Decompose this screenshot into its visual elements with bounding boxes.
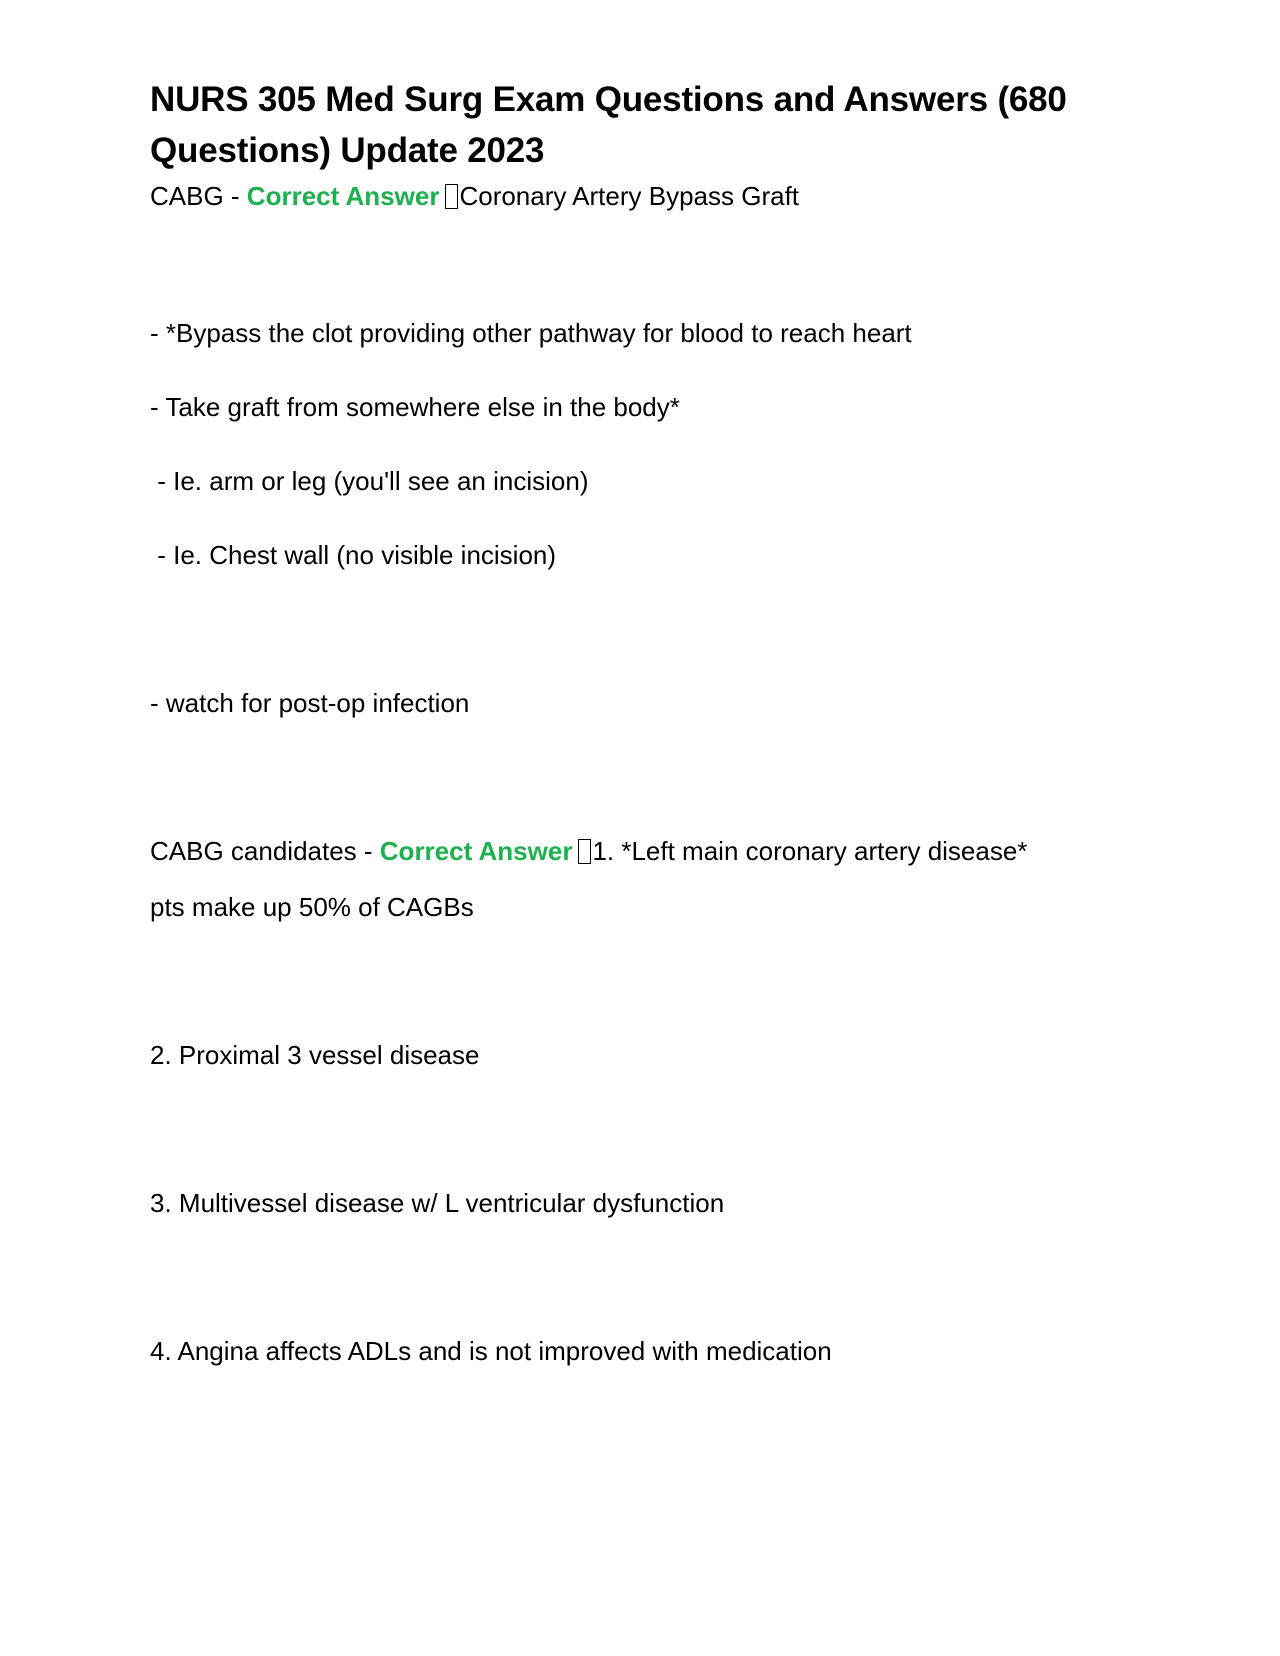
answer-text: Coronary Artery Bypass Graft (459, 181, 800, 211)
question-prompt: CABG candidates - (150, 836, 380, 866)
answer-bullet: - *Bypass the clot providing other pathway for blood to reach heart (150, 318, 912, 348)
question-cabg (150, 176, 1140, 216)
missing-glyph-icon (445, 184, 458, 209)
numbered-item: 4. Angina affects ADLs and is not improved with medication (150, 1336, 832, 1366)
answer-bullet: - Take graft from somewhere else in the body* (150, 392, 680, 422)
answer-continuation: pts make up 50% of CAGBs (150, 892, 474, 922)
document-title: NURS 305 Med Surg Exam Questions and Answers (680 Questions) Update 2023 (150, 80, 1067, 170)
document-page (150, 74, 1140, 1371)
answer-bullet: - watch for post-op infection (150, 688, 470, 718)
correct-answer-label: Correct Answer (246, 181, 440, 211)
numbered-item: 2. Proximal 3 vessel disease (150, 1040, 480, 1070)
answer-text: 1. *Left main coronary artery disease* (592, 836, 1028, 866)
correct-answer-label: Correct Answer (379, 836, 573, 866)
answer-bullet: - Ie. Chest wall (no visible incision) (150, 540, 557, 570)
answer-bullet: - Ie. arm or leg (you'll see an incision) (150, 466, 589, 496)
missing-glyph-icon (578, 839, 591, 864)
question-prompt: CABG - (150, 181, 247, 211)
question-cabg-candidates (150, 831, 1140, 871)
numbered-item: 3. Multivessel disease w/ L ventricular dysfunction (150, 1188, 725, 1218)
